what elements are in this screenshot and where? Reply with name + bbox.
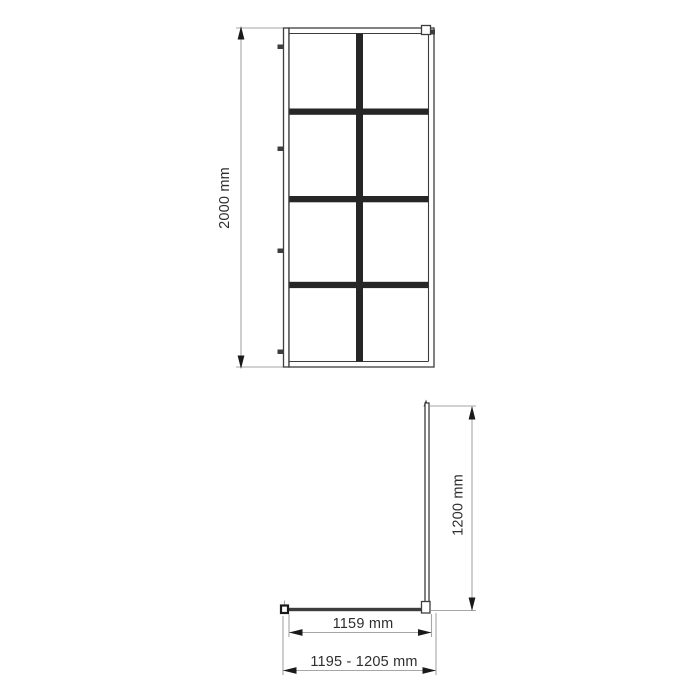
support-bar-connector: [422, 602, 431, 614]
plan-view: [281, 400, 476, 676]
support-bar-top-view: [425, 403, 429, 609]
front-view: [217, 26, 435, 370]
top-fixing-bracket: [422, 26, 431, 35]
wall-mount-tab: [278, 249, 285, 254]
height-dimension: [217, 26, 244, 369]
arrow-left-icon: [289, 629, 303, 636]
arrow-down-icon: [469, 598, 476, 612]
wall-mount-tab: [278, 147, 285, 152]
top-fixing-bracket-nub: [431, 30, 436, 35]
grid-bar-horizontal: [290, 196, 429, 202]
arrow-right-icon: [418, 629, 432, 636]
wall-mount-tab: [278, 350, 285, 355]
grid-bar-horizontal: [290, 109, 429, 115]
glass-top-view: [288, 608, 423, 611]
wall-profile: [284, 28, 290, 367]
height-dimension-label: 2000 mm: [217, 167, 233, 229]
overall-width-dimension: [283, 654, 436, 674]
arrow-left-icon: [283, 667, 297, 674]
glass-width-dimension: [289, 616, 432, 636]
grid-bar-horizontal: [290, 282, 429, 288]
overall-width-dimension-label: 1195 - 1205 mm: [310, 654, 418, 670]
arrow-right-icon: [423, 667, 437, 674]
depth-dimension-label: 1200 mm: [450, 474, 467, 536]
arrow-up-icon: [469, 406, 476, 420]
depth-dimension: [451, 406, 476, 611]
glass-width-dimension-label: 1159 mm: [332, 616, 394, 632]
wall-mount-tab: [278, 45, 285, 50]
wall-profile-top-view: [281, 606, 288, 614]
